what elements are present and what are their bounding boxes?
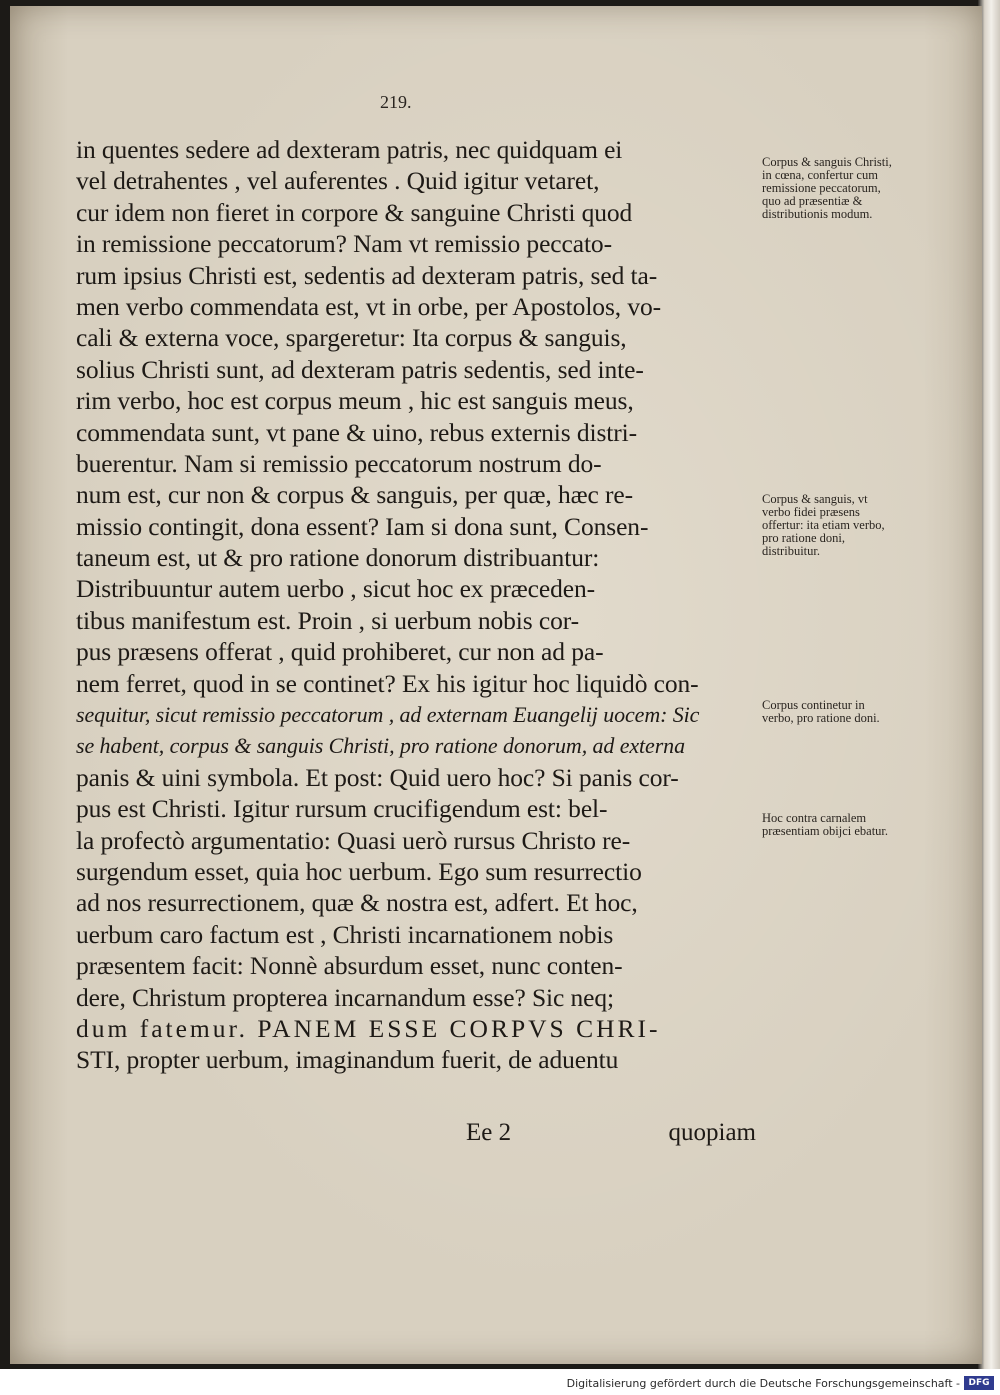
text-line: præsentem facit: Nonnè absurdum esset, nunc conten- [76, 951, 623, 981]
text-line: dere, Christum propterea incarnandum esse? Sic neq; [76, 982, 615, 1012]
text-line: panis & uini symbola. Et post: Quid uero hoc? Si panis cor- [76, 762, 679, 792]
text-line: buerentur. Nam si remissio peccatorum nostrum do- [76, 448, 602, 478]
text-line: men verbo commendata est, vt in orbe, per Apostolos, vo- [76, 291, 662, 321]
text-line: ad nos resurrectionem, quæ & nostra est, adfert. Et hoc, [76, 888, 638, 918]
margin-note-3: Corpus continetur in verbo, pro ratione doni. [762, 698, 880, 725]
text-line: rim verbo, hoc est corpus meum , hic est sanguis meus, [76, 386, 634, 416]
text-line: in remissione peccatorum? Nam vt remissio peccato- [76, 229, 612, 259]
text-line: STI, propter uerbum, imaginandum fuerit, de aduentu [76, 1045, 619, 1075]
text-line: Distribuuntur autem uerbo , sicut hoc ex præceden- [76, 574, 596, 604]
text-line: se habent, corpus & sanguis Christi, pro ratione donorum, ad externa [76, 733, 685, 759]
text-line: cali & externa voce, spargeretur: Ita corpus & sanguis, [76, 323, 627, 353]
text-line: surgendum esset, quia hoc uerbum. Ego sum resurrectio [76, 856, 642, 886]
text-line: dum fatemur. PANEM ESSE CORPVS CHRI- [76, 1013, 661, 1043]
main-text-block [76, 134, 756, 1076]
text-line: tibus manifestum est. Proin , si uerbum nobis cor- [76, 605, 580, 635]
text-line: commendata sunt, vt pane & uino, rebus externis distri- [76, 417, 638, 447]
text-line: in quentes sedere ad dexteram patris, nec quidquam ei [76, 135, 623, 164]
text-line: cur idem non fieret in corpore & sanguine Christi quod [76, 197, 633, 227]
text-line: taneum est, ut & pro ratione donorum distribuantur: [76, 543, 600, 573]
footer-credit: Digitalisierung gefördert durch die Deutsche Forschungsgemeinschaft - [566, 1377, 960, 1390]
book-page [10, 6, 982, 1364]
footer-bar [0, 1369, 1000, 1395]
text-line: uerbum caro factum est , Christi incarnationem nobis [76, 919, 614, 949]
text-line: pus præsens offerat , quid prohiberet, cur non ad pa- [76, 637, 604, 667]
text-line: solius Christi sunt, ad dexteram patris sedentis, sed inte- [76, 354, 644, 384]
text-line: nem ferret, quod in se continet? Ex his igitur hoc liquidò con- [76, 668, 699, 698]
text-line: vel detrahentes , vel auferentes . Quid igitur vetaret, [76, 166, 600, 196]
text-line: pus est Christi. Igitur rursum crucifigendum est: bel- [76, 794, 608, 824]
text-line: la profectò argumentatio: Quasi uerò rursus Christo re- [76, 825, 631, 855]
signature-mark: Ee 2 [466, 1119, 512, 1146]
page-number: 219. [380, 92, 412, 112]
catchword: quopiam [668, 1119, 756, 1146]
page-foot-line [76, 1119, 756, 1153]
dfg-logo: DFG [964, 1376, 994, 1390]
margin-note-2: Corpus & sanguis, vt verbo fidei præsens offertur: ita etiam verbo, pro ratione doni, distribuitur. [762, 492, 885, 558]
text-line: sequitur, sicut remissio peccatorum , ad externam Euangelij uocem: Sic [76, 702, 700, 728]
margin-note-1: Corpus & sanguis Christi, in cœna, confertur cum remissione peccatorum, quo ad præsentiæ & distributionis modum. [762, 155, 892, 221]
text-line: num est, cur non & corpus & sanguis, per quæ, hæc re- [76, 480, 634, 510]
text-line: rum ipsius Christi est, sedentis ad dexteram patris, sed ta- [76, 260, 658, 290]
text-line: missio contingit, dona essent? Iam si dona sunt, Consen- [76, 511, 649, 541]
margin-note-4: Hoc contra carnalem præsentiam obijci ebatur. [762, 811, 889, 838]
